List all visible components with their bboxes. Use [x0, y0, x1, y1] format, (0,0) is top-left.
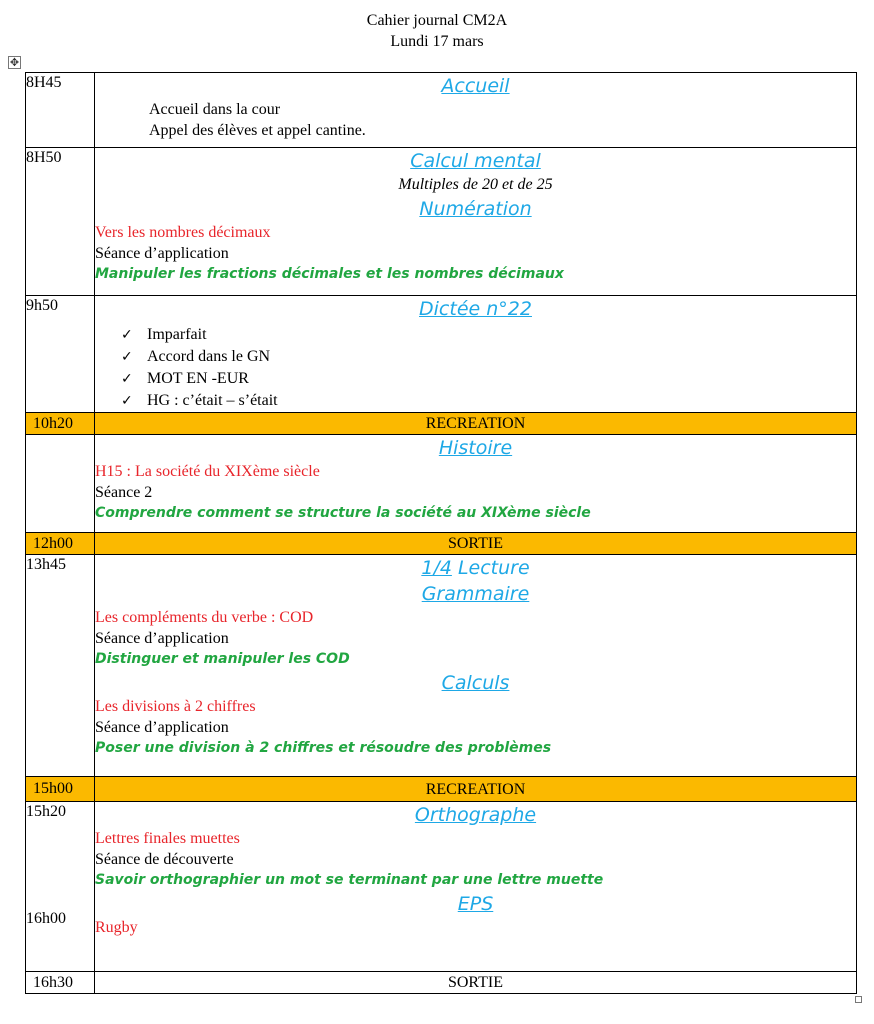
- session-line: Séance de découverte: [95, 851, 234, 868]
- list-item-label: HG : c’était – s’était: [147, 392, 278, 409]
- time-cell: 9h50: [26, 296, 95, 413]
- list-item: [121, 368, 856, 390]
- list-item: [121, 324, 856, 346]
- checkmark-icon: ✓: [121, 349, 133, 365]
- document-header: [0, 10, 874, 52]
- topic-line: Les divisions à 2 chiffres: [95, 698, 256, 715]
- subject-heading: EPS: [457, 893, 494, 915]
- objective-line: Savoir orthographier un mot se terminant par une lettre muette: [95, 872, 604, 888]
- subject-heading: [95, 555, 856, 581]
- move-cross-icon[interactable]: ✥: [9, 56, 20, 69]
- list-item-label: Accord dans le GN: [147, 348, 271, 365]
- table-row: [26, 435, 857, 533]
- content-cell: [95, 73, 857, 148]
- time-label: 15h20: [26, 803, 66, 820]
- subject-heading: Orthographe: [414, 804, 537, 826]
- exit-row: [26, 972, 857, 994]
- time-cell: 15h00: [26, 777, 95, 802]
- table-row: [26, 148, 857, 296]
- fraction-label: 1/4: [421, 557, 452, 579]
- journal-title: Cahier journal CM2A: [366, 12, 508, 29]
- objective-line: Distinguer et manipuler les COD: [95, 651, 350, 667]
- time-cell: 13h45: [26, 555, 95, 777]
- table-row: [26, 296, 857, 413]
- time-cell: 10h20: [26, 413, 95, 435]
- subject-heading: Calcul mental: [410, 150, 541, 172]
- session-line: Séance 2: [95, 484, 153, 501]
- time-cell: 8H45: [26, 73, 95, 148]
- subject-heading: Numération: [419, 198, 532, 220]
- exit-label: SORTIE: [95, 972, 857, 994]
- content-cell: [95, 148, 857, 296]
- time-cell: [26, 802, 95, 972]
- topic-line: Vers les nombres décimaux: [95, 224, 271, 241]
- checkmark-icon: ✓: [121, 327, 133, 343]
- time-cell: 8H50: [26, 148, 95, 296]
- content-cell: [95, 555, 857, 777]
- subject-heading: Grammaire: [421, 583, 530, 605]
- schedule-table: [25, 72, 857, 994]
- break-row: [26, 413, 857, 435]
- break-row: [26, 533, 857, 555]
- activity-line: Accueil dans la cour: [149, 101, 281, 118]
- resize-square-icon[interactable]: [855, 996, 862, 1003]
- table-row: [26, 802, 857, 972]
- time-label: 16h00: [26, 910, 66, 927]
- activity-line: Appel des élèves et appel cantine.: [149, 122, 366, 139]
- list-item: [121, 390, 856, 412]
- subject-heading: Calculs: [441, 672, 510, 694]
- checkmark-icon: ✓: [121, 393, 133, 409]
- subject-heading: Dictée n°22: [419, 298, 532, 320]
- topic-line: H15 : La société du XIXème siècle: [95, 463, 320, 480]
- journal-date: Lundi 17 mars: [390, 33, 484, 50]
- table-row: [26, 555, 857, 777]
- detail-line: Multiples de 20 et de 25: [398, 176, 553, 193]
- list-item-label: MOT EN -EUR: [147, 370, 249, 387]
- lecture-label: Lecture: [457, 557, 530, 579]
- break-label: RECREATION: [95, 413, 857, 435]
- session-line: Séance d’application: [95, 245, 229, 262]
- topic-line: Lettres finales muettes: [95, 830, 240, 847]
- objective-line: Manipuler les fractions décimales et les nombres décimaux: [95, 266, 564, 282]
- objective-line: Comprendre comment se structure la société au XIXème siècle: [95, 505, 591, 521]
- topic-line: Les compléments du verbe : COD: [95, 609, 314, 626]
- break-row: [26, 777, 857, 802]
- content-cell: [95, 802, 857, 972]
- time-cell: 12h00: [26, 533, 95, 555]
- topic-line: Rugby: [95, 919, 138, 936]
- content-cell: [95, 296, 857, 413]
- checklist: [95, 324, 856, 412]
- time-cell: [26, 435, 95, 533]
- subject-heading: Histoire: [438, 437, 513, 459]
- time-cell: 16h30: [26, 972, 95, 994]
- list-item-label: Imparfait: [147, 326, 207, 343]
- table-row: [26, 73, 857, 148]
- session-line: Séance d’application: [95, 630, 229, 647]
- break-label: SORTIE: [95, 533, 857, 555]
- break-label: RECREATION: [95, 777, 857, 802]
- subject-heading: Accueil: [441, 75, 510, 97]
- objective-line: Poser une division à 2 chiffres et résoudre des problèmes: [95, 740, 552, 756]
- list-item: [121, 346, 856, 368]
- session-line: Séance d’application: [95, 719, 229, 736]
- content-cell: [95, 435, 857, 533]
- checkmark-icon: ✓: [121, 371, 133, 387]
